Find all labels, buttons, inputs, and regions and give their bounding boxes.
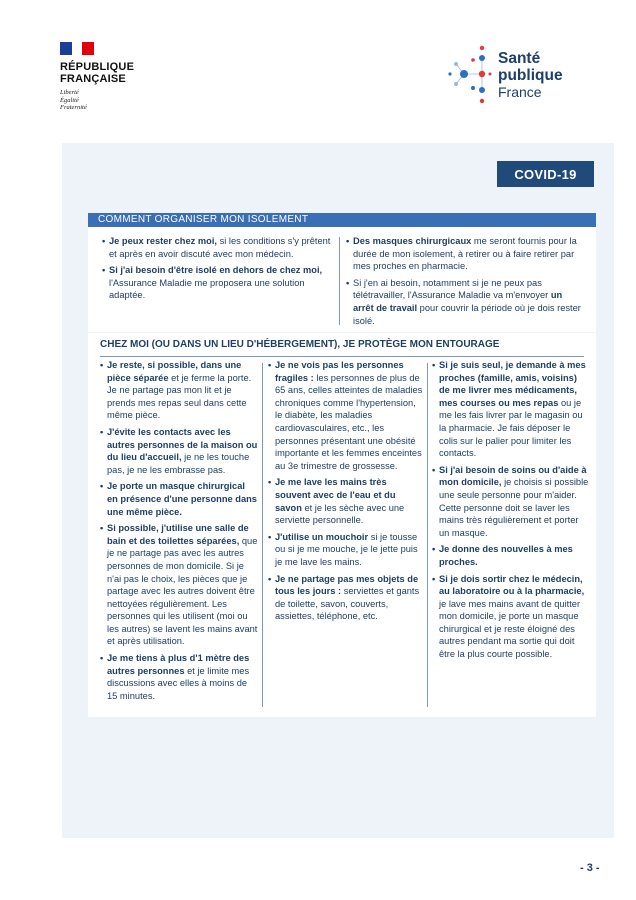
- list-item: • J'évite les contacts avec les autres personnes de la maison ou du lieu d'accueil, je ne les touche pas, je ne les embrasse pas.: [100, 426, 258, 476]
- column-divider: [427, 363, 428, 707]
- section-home-title: CHEZ MOI (OU DANS UN LIEU D'HÉBERGEMENT), JE PROTÈGE MON ENTOURAGE: [100, 339, 500, 350]
- isolation-left-column: [102, 235, 334, 306]
- list-item: • Je ne partage pas mes objets de tous les jours : serviettes et gants de toilette, savon, couverts, assiettes, téléphone, etc.: [268, 573, 423, 623]
- list-item: • Si possible, j'utilise une salle de bain et des toilettes séparées, que je ne partage pas avec les autres personnes de mon domicile. Si je n'ai pas le choix, les pièces que je partage avec les autres doivent être nettoyées régulièrement. Les personnes qui les utilisent (moi ou les autres) se lavent les mains avant et après utilisation.: [100, 522, 258, 648]
- list-item: • Si j'ai besoin d'être isolé en dehors de chez moi, l'Assurance Maladie me proposera une solution adaptée.: [102, 264, 334, 302]
- covid-badge: COVID-19: [497, 161, 594, 187]
- list-item: • Je peux rester chez moi, si les conditions s'y prêtent et après en avoir discuté avec mon médecin.: [102, 235, 334, 260]
- sante-publique-france-logo: [446, 44, 596, 110]
- marianne-flag-icon: [60, 42, 94, 55]
- home-column-1: [100, 359, 258, 706]
- list-item: • Des masques chirurgicaux me seront fournis pour la durée de mon isolement, à retirer ou à faire retirer par mes proches en pharmacie.: [346, 235, 582, 273]
- column-divider: [339, 237, 340, 325]
- spf-wordmark: Santé publique France: [498, 50, 563, 100]
- list-item: • Si je dois sortir chez le médecin, au laboratoire ou à la pharmacie, je lave mes mains avant de quitter mon domicile, je porte un masque chirurgical et je reste éloigné des autres pendant ma sortie qui doit être la plus courte possible.: [432, 573, 590, 661]
- list-item: • J'utilise un mouchoir si je tousse ou si je me mouche, je le jette puis je me lave les mains.: [268, 531, 423, 569]
- column-divider: [262, 363, 263, 707]
- section-isolation-title: COMMENT ORGANISER MON ISOLEMENT: [88, 213, 596, 227]
- republique-francaise-logo: [60, 42, 170, 112]
- home-column-2: [268, 359, 423, 627]
- list-item: • Si j'en ai besoin, notamment si je ne peux pas télétravailler, l'Assurance Maladie va m'envoyer un arrêt de travail pour couvrir la période où je dois rester isolé.: [346, 277, 582, 327]
- list-item: • Je me lave les mains très souvent avec de l'eau et du savon et je les sèche avec une serviette personnelle.: [268, 476, 423, 526]
- list-item: • Je porte un masque chirurgical en présence d'une personne dans une même pièce.: [100, 480, 258, 518]
- list-item: • Si j'ai besoin de soins ou d'aide à mon domicile, je choisis si possible une seule personne pour m'aider. Cette personne doit se laver les mains très régulièrement et porter un masque.: [432, 464, 590, 540]
- republic-motto: Liberté Égalité Fraternité: [60, 89, 87, 111]
- list-item: • Je donne des nouvelles à mes proches.: [432, 543, 590, 568]
- spf-molecule-icon: [446, 44, 492, 106]
- home-column-3: [432, 359, 590, 665]
- page-number: - 3 -: [580, 862, 600, 874]
- list-item: • Je me tiens à plus d'1 mètre des autres personnes et je limite mes discussions avec elles à moins de 15 minutes.: [100, 652, 258, 702]
- republique-francaise-name: RÉPUBLIQUE FRANÇAISE: [60, 61, 135, 85]
- list-item: • Si je suis seul, je demande à mes proches (famille, amis, voisins) de me livrer mes médicaments, mes courses ou mes repas ou je me les fais livrer par le magasin ou la pharmacie. Je fais déposer le colis sur le palier pour limiter les contacts.: [432, 359, 590, 460]
- section-divider: [100, 356, 584, 357]
- list-item: • Je ne vois pas les personnes fragiles : les personnes de plus de 65 ans, celles atteintes de maladies chroniques comme l'hypertension, le diabète, les maladies cardiovasculaires, etc., les personnes présentant une obésité importante et les femmes enceintes au 3e trimestre de grossesse.: [268, 359, 423, 472]
- isolation-right-column: [346, 235, 582, 331]
- list-item: • Je reste, si possible, dans une pièce séparée et je ferme la porte. Je ne partage pas mon lit et je prends mes repas seul dans cette même pièce.: [100, 359, 258, 422]
